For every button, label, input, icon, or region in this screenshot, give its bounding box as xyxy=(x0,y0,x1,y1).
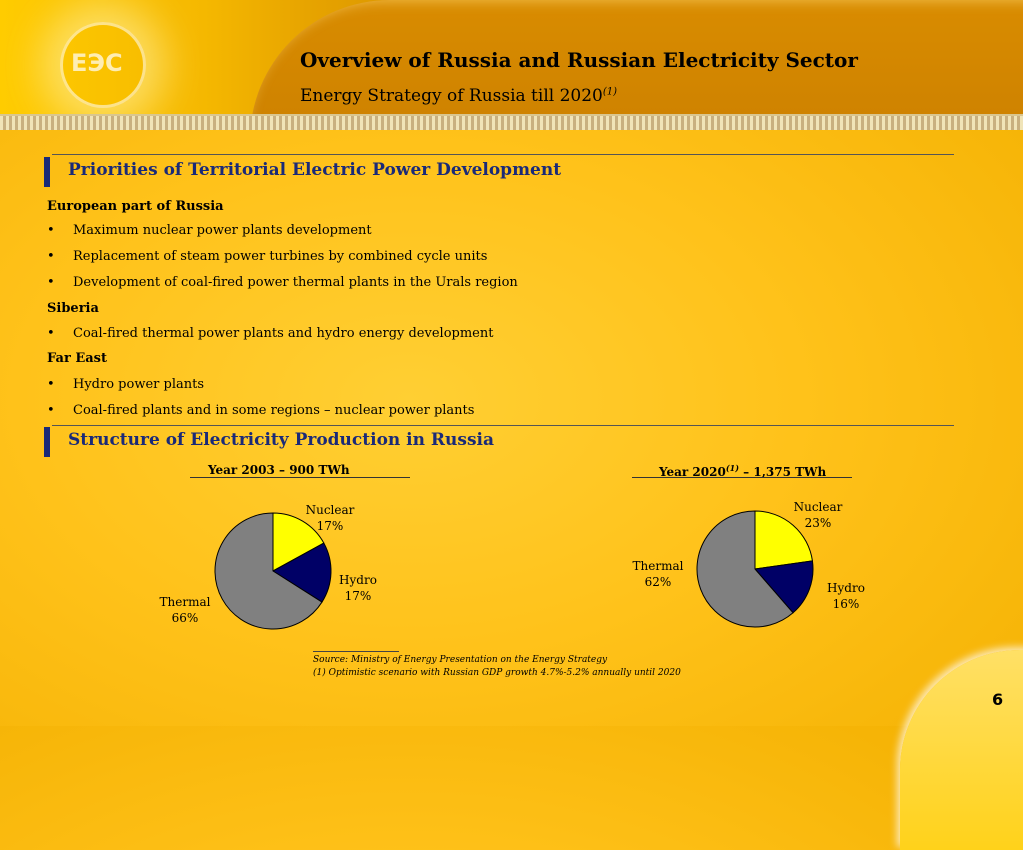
header-divider xyxy=(0,114,1023,130)
section-heading: Priorities of Territorial Electric Power Development xyxy=(68,160,562,180)
slice-label-hydro: Hydro 16% xyxy=(827,581,865,611)
page-title: Overview of Russia and Russian Electricity Sector xyxy=(300,48,858,72)
slice-label-hydro: Hydro 17% xyxy=(339,573,377,603)
title-underline xyxy=(190,477,410,478)
chart-title-2020: Year 2020$^{(1)}$ – 1,375 TWh xyxy=(659,463,827,479)
region-label: Far East xyxy=(47,351,107,366)
footnote: (1) Optimistic scenario with Russian GDP growth 4.7%-5.2% annually until 2020 xyxy=(313,668,681,678)
company-logo-icon: ЕЭС xyxy=(60,22,146,108)
list-item: • Coal-fired plants and in some regions – nuclear power plants xyxy=(47,403,475,418)
footer-curve xyxy=(900,650,1023,850)
list-item: • Coal-fired thermal power plants and hydro energy development xyxy=(47,326,494,341)
section-marker xyxy=(44,427,50,457)
list-item: • Hydro power plants xyxy=(47,377,204,392)
chart-title-2003: Year 2003 – 900 TWh xyxy=(208,463,350,477)
list-item: • Development of coal-fired power thermal plants in the Urals region xyxy=(47,275,518,290)
list-item: • Replacement of steam power turbines by combined cycle units xyxy=(47,249,488,264)
notes-divider xyxy=(313,651,399,652)
slice-label-thermal: Thermal 66% xyxy=(159,595,211,625)
list-item: • Maximum nuclear power plants development xyxy=(47,223,372,238)
page-subtitle: Energy Strategy of Russia till 2020$^{(1)}$ xyxy=(300,86,618,106)
title-underline xyxy=(632,477,852,478)
region-label: European part of Russia xyxy=(47,199,224,214)
section-heading: Structure of Electricity Production in Russia xyxy=(68,430,495,450)
section-divider xyxy=(52,154,954,155)
slice-label-thermal: Thermal 62% xyxy=(632,559,684,589)
region-label: Siberia xyxy=(47,301,99,316)
slice-label-nuclear: Nuclear 23% xyxy=(793,500,843,530)
page-number: 6 xyxy=(992,690,1004,709)
section-marker xyxy=(44,157,50,187)
slice-label-nuclear: Nuclear 17% xyxy=(305,503,355,533)
source-note: Source: Ministry of Energy Presentation on the Energy Strategy xyxy=(313,655,608,665)
section-divider xyxy=(52,425,954,426)
